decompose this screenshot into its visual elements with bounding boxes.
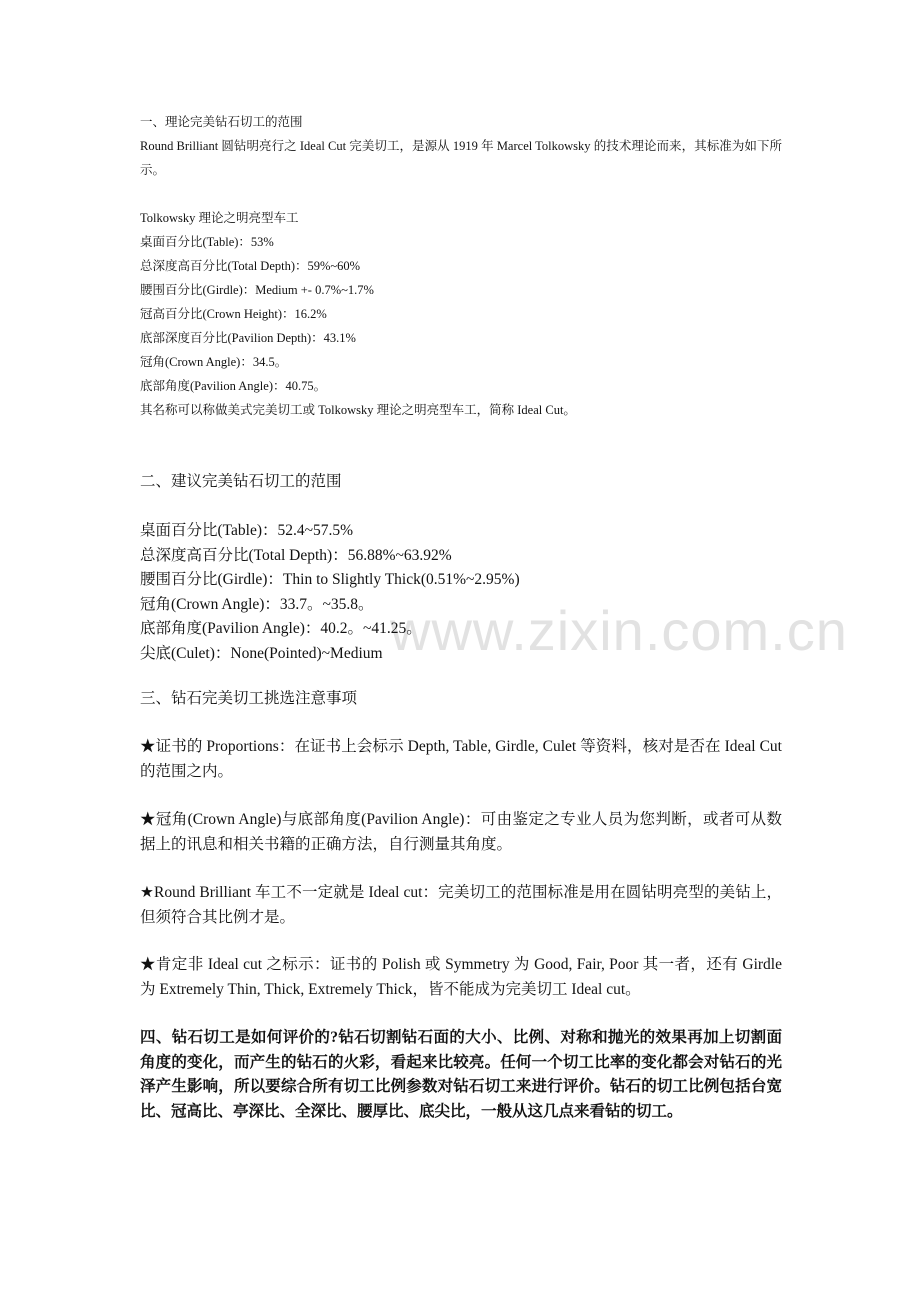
spec-crown-angle: 冠角(Crown Angle)：34.5。: [140, 355, 288, 369]
spec-crown-height: 冠高百分比(Crown Height)：16.2%: [140, 307, 327, 321]
section1-spec-list: [140, 230, 782, 398]
range-culet: 尖底(Culet)：None(Pointed)~Medium: [140, 644, 383, 662]
section1-subheading: Tolkowsky 理论之明亮型车工: [140, 211, 299, 225]
section3-heading: 三、钻石完美切工挑选注意事项: [140, 690, 358, 707]
range-girdle: 腰围百分比(Girdle)：Thin to Slightly Thick(0.51%~2.95%): [140, 571, 520, 588]
section1-intro: Round Brilliant 圆钻明亮行之 Ideal Cut 完美切工，是源从 1919 年 Marcel Tolkowsky 的技术理论而来，其标准为如下所示。: [140, 139, 782, 177]
section2-spec-list: [140, 519, 782, 666]
range-total-depth: 总深度高百分比(Total Depth)：56.88%~63.92%: [140, 546, 452, 564]
spec-pavilion-depth: 底部深度百分比(Pavilion Depth)：43.1%: [140, 331, 356, 345]
range-pavilion-angle: 底部角度(Pavilion Angle)：40.2。~41.25。: [140, 620, 422, 637]
watermark: www.zixin.com.cn: [390, 599, 848, 662]
section1-note: 其名称可以称做美式完美切工或 Tolkowsky 理论之明亮型车工，简称 Ideal Cut。: [140, 403, 576, 417]
tip-proportions: ★证书的 Proportions：在证书上会标示 Depth, Table, Girdle, Culet 等资料，核对是否在 Ideal Cut 的范围之内。: [140, 738, 782, 780]
tip-angles: ★冠角(Crown Angle)与底部角度(Pavilion Angle)：可由鉴定之专业人员为您判断，或者可从数据上的讯息和相关书籍的正确方法，自行测量其角度。: [140, 811, 782, 853]
tip-not-ideal-cut: ★肯定非 Ideal cut 之标示：证书的 Polish 或 Symmetry 为 Good, Fair, Poor 其一者，还有 Girdle 为 Extremely Thin, Thick, Extremely Thick，皆不能成为完美切工 Ideal cut。: [140, 956, 782, 998]
tip-round-brilliant: ★Round Brilliant 车工不一定就是 Ideal cut：完美切工的范围标准是用在圆钻明亮型的美钻上，但须符合其比例才是。: [140, 884, 782, 926]
section4-paragraph: 四、钻石切工是如何评价的?钻石切割钻石面的大小、比例、对称和抛光的效果再加上切割面角度的变化，而产生的钻石的火彩，看起来比较亮。任何一个切工比率的变化都会对钻石的光泽产生影响，所以要综合所有切工比例参数对钻石切工来进行评价。钻石的切工比例包括台宽比、冠高比、亭深比、全深比、腰厚比、底尖比，一般从这几点来看钻的切工。: [140, 1029, 782, 1120]
spec-girdle: 腰围百分比(Girdle)：Medium +- 0.7%~1.7%: [140, 283, 374, 297]
range-crown-angle: 冠角(Crown Angle)：33.7。~35.8。: [140, 595, 374, 613]
section1-heading: 一、理论完美钻石切工的范围: [140, 115, 303, 129]
spec-total-depth: 总深度高百分比(Total Depth)：59%~60%: [140, 259, 361, 273]
range-table: 桌面百分比(Table)：52.4~57.5%: [140, 522, 354, 539]
spec-table: 桌面百分比(Table)：53%: [140, 235, 274, 249]
section2-heading: 二、建议完美钻石切工的范围: [140, 473, 342, 490]
spec-pavilion-angle: 底部角度(Pavilion Angle)：40.75。: [140, 379, 327, 393]
